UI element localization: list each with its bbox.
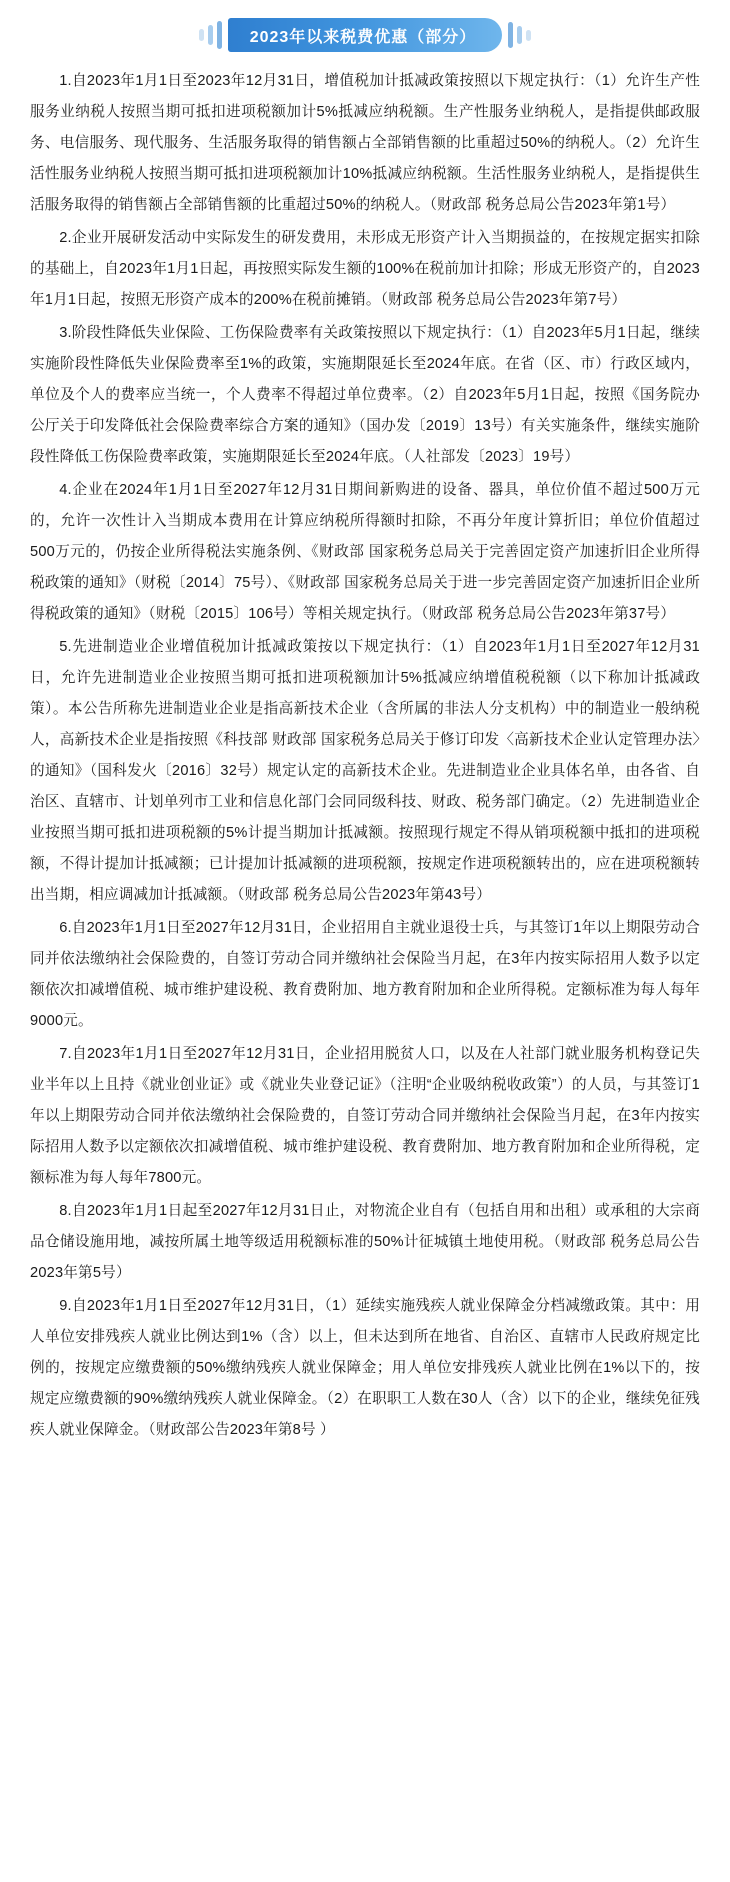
bar-decoration — [526, 30, 531, 41]
paragraph: 2.企业开展研发活动中实际发生的研发费用，未形成无形资产计入当期损益的，在按规定据实扣除的基础上，自2023年1月1日起，再按照实际发生额的100%在税前加计扣除；形成无形资产的，自2023年1月1日起，按照无形资产成本的200%在税前摊销。（财政部 税务总局公告2023年第7号） — [30, 230, 700, 308]
bar-decoration — [508, 22, 513, 48]
paragraph: 8.自2023年1月1日起至2027年12月31日止，对物流企业自有（包括自用和出租）或承租的大宗商品仓储设施用地，减按所属土地等级适用税额标准的50%计征城镇土地使用税。（财政部 税务总局公告2023年第5号） — [30, 1203, 700, 1281]
bar-decoration — [199, 29, 204, 41]
bar-decoration — [208, 25, 213, 45]
bar-decoration — [517, 26, 522, 44]
page-header — [0, 0, 730, 62]
paragraph: 1.自2023年1月1日至2023年12月31日，增值税加计抵减政策按照以下规定执行：（1）允许生产性服务业纳税人按照当期可抵扣进项税额加计5%抵减应纳税额。生产性服务业纳税人，是指提供邮政服务、电信服务、现代服务、生活服务取得的销售额占全部销售额的比重超过50%的纳税人。（2）允许生活性服务业纳税人按照当期可抵扣进项税额加计10%抵减应纳税额。生活性服务业纳税人，是指提供生活服务取得的销售额占全部销售额的比重超过50%的纳税人。（财政部 税务总局公告2023年第1号） — [30, 73, 700, 213]
paragraph: 6.自2023年1月1日至2027年12月31日，企业招用自主就业退役士兵，与其签订1年以上期限劳动合同并依法缴纳社会保险费的，自签订劳动合同并缴纳社会保险当月起，在3年内按实际招用人数予以定额依次扣减增值税、城市维护建设税、教育费附加、地方教育附加和企业所得税。定额标准为每人每年9000元。 — [30, 920, 700, 1029]
paragraph: 9.自2023年1月1日至2027年12月31日，（1）延续实施残疾人就业保障金分档减缴政策。其中：用人单位安排残疾人就业比例达到1%（含）以上，但未达到所在地省、自治区、直辖市人民政府规定比例的，按规定应缴费额的50%缴纳残疾人就业保障金；用人单位安排残疾人就业比例在1%以下的，按规定应缴费额的90%缴纳残疾人就业保障金。（2）在职职工人数在30人（含）以下的企业，继续免征残疾人就业保障金。（财政部公告2023年第8号 ） — [30, 1298, 700, 1438]
paragraph: 4.企业在2024年1月1日至2027年12月31日期间新购进的设备、器具，单位价值不超过500万元的，允许一次性计入当期成本费用在计算应纳税所得额时扣除，不再分年度计算折旧；单位价值超过500万元的，仍按企业所得税法实施条例、《财政部 国家税务总局关于完善固定资产加速折旧企业所得税政策的通知》（财税〔2014〕75号）、《财政部 国家税务总局关于进一步完善固定资产加速折旧企业所得税政策的通知》（财税〔2015〕106号）等相关规定执行。（财政部 税务总局公告2023年第37号） — [30, 482, 700, 622]
document-body — [0, 62, 730, 1478]
banner-left-bars-icon — [199, 18, 228, 52]
page-title: 2023年以来税费优惠（部分） — [228, 18, 503, 52]
paragraph: 7.自2023年1月1日至2027年12月31日，企业招用脱贫人口，以及在人社部门就业服务机构登记失业半年以上且持《就业创业证》或《就业失业登记证》（注明“企业吸纳税收政策”）的人员，与其签订1年以上期限劳动合同并依法缴纳社会保险费的，自签订劳动合同并缴纳社会保险当月起，在3年内按实际招用人数予以定额依次扣减增值税、城市维护建设税、教育费附加、地方教育附加和企业所得税，定额标准为每人每年7800元。 — [30, 1046, 700, 1186]
bar-decoration — [217, 21, 222, 49]
paragraph: 5.先进制造业企业增值税加计抵减政策按以下规定执行：（1）自2023年1月1日至2027年12月31日，允许先进制造业企业按照当期可抵扣进项税额加计5%抵减应纳增值税税额（以下称加计抵减政策）。本公告所称先进制造业企业是指高新技术企业（含所属的非法人分支机构）中的制造业一般纳税人，高新技术企业是指按照《科技部 财政部 国家税务总局关于修订印发〈高新技术企业认定管理办法〉的通知》（国科发火〔2016〕32号）规定认定的高新技术企业。先进制造业企业具体名单，由各省、自治区、直辖市、计划单列市工业和信息化部门会同同级科技、财政、税务部门确定。（2）先进制造业企业按照当期可抵扣进项税额的5%计提当期加计抵减额。按照现行规定不得从销项税额中抵扣的进项税额，不得计提加计抵减额；已计提加计抵减额的进项税额，按规定作进项税额转出的，应在进项税额转出当期，相应调减加计抵减额。（财政部 税务总局公告2023年第43号） — [30, 639, 700, 903]
title-banner — [199, 18, 532, 52]
paragraph: 3.阶段性降低失业保险、工伤保险费率有关政策按照以下规定执行：（1）自2023年5月1日起，继续实施阶段性降低失业保险费率至1%的政策，实施期限延长至2024年底。在省（区、市）行政区域内，单位及个人的费率应当统一，个人费率不得超过单位费率。（2）自2023年5月1日起，按照《国务院办公厅关于印发降低社会保险费率综合方案的通知》（国办发〔2019〕13号）有关实施条件，继续实施阶段性降低工伤保险费率政策，实施期限延长至2024年底。（人社部发〔2023〕19号） — [30, 325, 700, 465]
banner-right-bars-icon — [502, 18, 531, 52]
